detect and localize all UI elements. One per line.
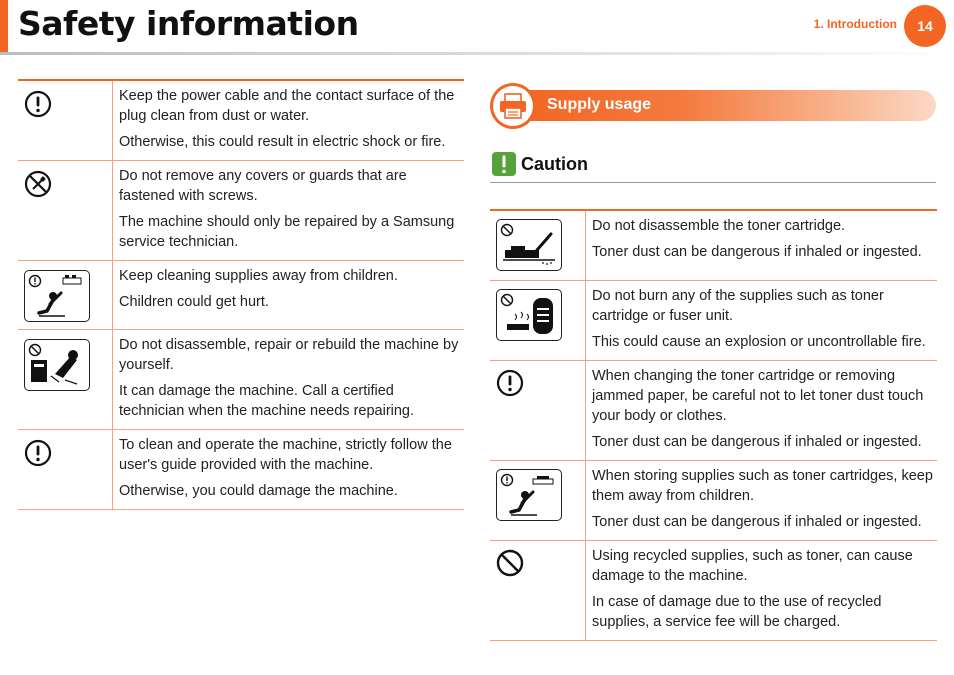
child-supplies-icon	[496, 469, 562, 521]
child-supplies-icon	[24, 270, 90, 322]
caution-heading	[490, 152, 936, 183]
table-row	[18, 261, 464, 330]
no-burn-icon	[496, 289, 562, 341]
left-safety-table	[18, 79, 464, 510]
caution-label: Caution	[521, 154, 588, 174]
table-row	[490, 360, 937, 460]
table-row	[18, 330, 464, 430]
text-cell	[586, 280, 938, 360]
text-cell	[113, 330, 465, 430]
no-disassemble-machine-icon	[24, 339, 90, 391]
text-cell	[586, 210, 938, 280]
table-row	[18, 430, 464, 510]
icon-cell	[18, 161, 113, 261]
supply-safety-table	[490, 209, 937, 641]
paragraph: Otherwise, this could result in electric shock or fire.	[119, 134, 446, 150]
table-row	[490, 540, 937, 640]
icon-cell	[490, 280, 586, 360]
table-row	[490, 280, 937, 360]
exclamation-icon	[496, 369, 524, 397]
no-disassemble-cartridge-icon	[496, 219, 562, 271]
paragraph: Children could get hurt.	[119, 294, 269, 310]
text-cell	[586, 460, 938, 540]
icon-cell	[490, 460, 586, 540]
paragraph: Do not disassemble, repair or rebuild the machine by yourself.	[119, 337, 459, 373]
header-accent-bar	[0, 0, 8, 52]
paragraph: Toner dust can be dangerous if inhaled or ingested.	[592, 433, 922, 450]
icon-cell	[18, 430, 113, 510]
table-row	[490, 210, 937, 280]
paragraph: In case of damage due to the use of recycled supplies, a service fee will be charged.	[592, 593, 882, 630]
header-divider	[0, 52, 954, 55]
text-cell	[113, 430, 465, 510]
icon-cell	[18, 261, 113, 330]
table-row	[490, 460, 937, 540]
paragraph: The machine should only be repaired by a Samsung service technician.	[119, 214, 455, 250]
exclamation-icon	[24, 90, 52, 118]
page-title: Safety information	[18, 4, 359, 43]
supply-usage-heading	[490, 83, 936, 129]
prohibited-icon	[496, 549, 524, 577]
paragraph: Toner dust can be dangerous if inhaled or ingested.	[592, 513, 922, 530]
supply-usage-badge	[490, 83, 536, 129]
text-cell	[113, 261, 465, 330]
text-cell	[586, 540, 938, 640]
paragraph: Do not burn any of the supplies such as toner cartridge or fuser unit.	[592, 287, 884, 324]
printer-icon	[498, 92, 528, 120]
table-row	[18, 161, 464, 261]
paragraph: To clean and operate the machine, strictly follow the user's guide provided with the machine.	[119, 437, 452, 473]
paragraph: Toner dust can be dangerous if inhaled or ingested.	[592, 244, 922, 260]
paragraph: Do not remove any covers or guards that are fastened with screws.	[119, 168, 407, 204]
paragraph: Do not disassemble the toner cartridge.	[592, 218, 846, 234]
chapter-link[interactable]: 1. Introduction	[813, 17, 897, 31]
text-cell	[113, 80, 465, 161]
paragraph: Using recycled supplies, such as toner, can cause damage to the machine.	[592, 547, 913, 584]
paragraph: This could cause an explosion or uncontrollable fire.	[592, 333, 926, 350]
paragraph: Keep cleaning supplies away from children.	[119, 268, 398, 284]
paragraph: Keep the power cable and the contact surface of the plug clean from dust or water.	[119, 88, 455, 124]
text-cell	[586, 360, 938, 460]
no-screwdriver-icon	[24, 170, 52, 198]
icon-cell	[490, 360, 586, 460]
icon-cell	[18, 330, 113, 430]
icon-cell	[490, 210, 586, 280]
paragraph: When changing the toner cartridge or removing jammed paper, be careful not to let toner dust touch your body or clothes.	[592, 367, 924, 424]
supply-usage-title: Supply usage	[547, 96, 652, 113]
page-number-badge: 14	[904, 5, 946, 47]
table-row	[18, 80, 464, 161]
icon-cell	[490, 540, 586, 640]
paragraph: It can damage the machine. Call a certified technician when the machine needs repairing.	[119, 383, 415, 419]
text-cell	[113, 161, 465, 261]
icon-cell	[18, 80, 113, 161]
paragraph: When storing supplies such as toner cartridges, keep them away from children.	[592, 467, 933, 504]
caution-icon	[492, 152, 516, 176]
exclamation-icon	[24, 439, 52, 467]
paragraph: Otherwise, you could damage the machine.	[119, 483, 398, 499]
